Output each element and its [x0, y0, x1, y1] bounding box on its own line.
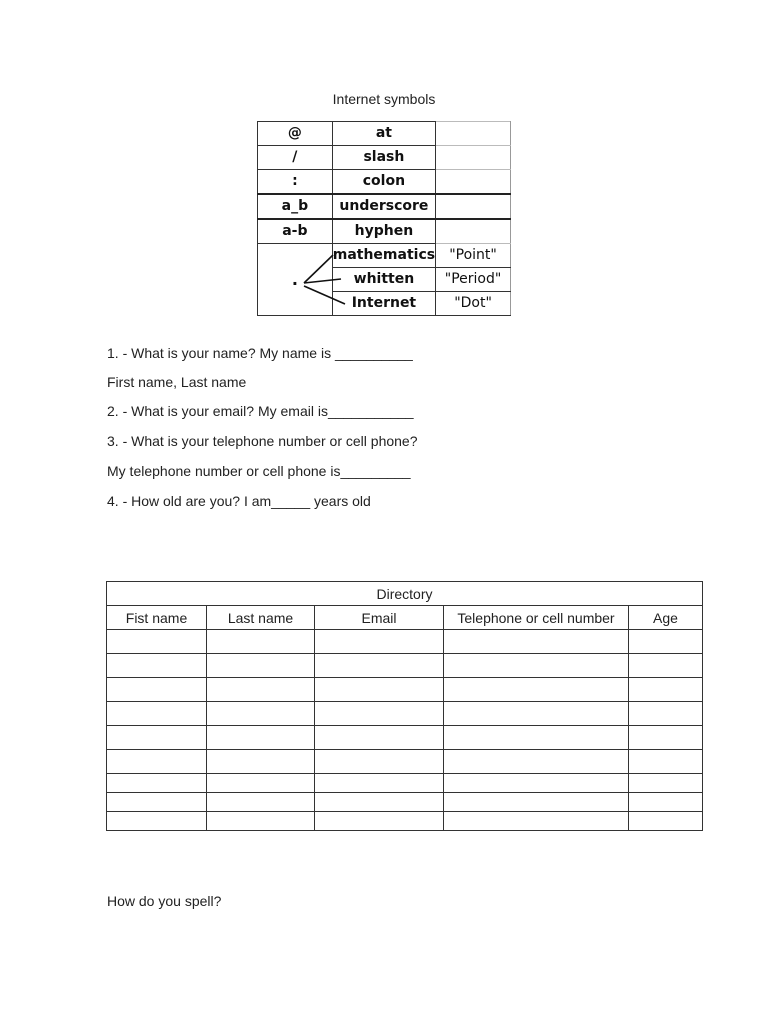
table-cell[interactable] — [207, 726, 315, 750]
connector-line — [304, 279, 341, 283]
table-cell[interactable] — [444, 812, 629, 831]
column-header-first-name: Fist name — [107, 606, 207, 630]
question-phone-answer: My telephone number or cell phone is_________ — [107, 463, 411, 479]
dot-connector-lines — [257, 121, 511, 317]
table-cell[interactable] — [444, 793, 629, 812]
table-row — [107, 750, 703, 774]
question-name: 1. - What is your name? My name is __________ — [107, 345, 413, 361]
symbol-cell: a_b — [258, 194, 333, 219]
table-cell[interactable] — [207, 750, 315, 774]
question-name-hint: First name, Last name — [107, 374, 247, 390]
table-cell[interactable] — [107, 654, 207, 678]
symbol-cell: @ — [258, 122, 333, 146]
directory-caption-row — [107, 582, 703, 606]
symbol-name-cell: hyphen — [332, 219, 435, 244]
dot-context-cell: mathematics — [332, 244, 435, 268]
table-cell[interactable] — [629, 654, 703, 678]
table-cell[interactable] — [444, 678, 629, 702]
column-header-email: Email — [315, 606, 444, 630]
dot-term-cell: "Point" — [436, 244, 511, 268]
page-title: Internet symbols — [332, 91, 436, 107]
table-cell[interactable] — [315, 630, 444, 654]
table-cell[interactable] — [107, 774, 207, 793]
table-cell[interactable] — [315, 678, 444, 702]
table-cell[interactable] — [444, 654, 629, 678]
table-cell[interactable] — [107, 678, 207, 702]
table-cell[interactable] — [207, 702, 315, 726]
table-cell[interactable] — [107, 630, 207, 654]
table-cell[interactable] — [315, 812, 444, 831]
table-cell[interactable] — [444, 630, 629, 654]
table-cell[interactable] — [629, 774, 703, 793]
table-cell[interactable] — [107, 812, 207, 831]
column-header-age: Age — [629, 606, 703, 630]
table-cell[interactable] — [315, 750, 444, 774]
table-cell[interactable] — [629, 726, 703, 750]
table-cell[interactable] — [207, 812, 315, 831]
table-cell[interactable] — [207, 774, 315, 793]
symbol-cell: : — [258, 170, 333, 195]
dot-term-cell: "Period" — [436, 268, 511, 292]
table-cell[interactable] — [207, 793, 315, 812]
table-cell[interactable] — [315, 702, 444, 726]
dot-context-cell: whitten — [332, 268, 435, 292]
symbol-name-cell: at — [332, 122, 435, 146]
question-email: 2. - What is your email? My email is___________ — [107, 403, 414, 419]
symbol-cell: / — [258, 146, 333, 170]
column-header-telephone: Telephone or cell number — [444, 606, 629, 630]
symbol-name-cell: colon — [332, 170, 435, 195]
column-header-last-name: Last name — [207, 606, 315, 630]
connector-line — [304, 255, 333, 283]
table-cell[interactable] — [107, 726, 207, 750]
table-row — [107, 793, 703, 812]
table-cell[interactable] — [107, 793, 207, 812]
connector-line — [304, 286, 345, 304]
directory-table — [106, 581, 703, 831]
dot-symbol-cell: . — [258, 244, 333, 316]
table-cell[interactable] — [315, 654, 444, 678]
table-cell[interactable] — [629, 678, 703, 702]
directory-header-row — [107, 606, 703, 630]
symbols-table-wrapper — [257, 121, 511, 317]
symbol-cell: a-b — [258, 219, 333, 244]
table-cell[interactable] — [629, 630, 703, 654]
table-cell[interactable] — [107, 702, 207, 726]
table-cell[interactable] — [444, 750, 629, 774]
table-cell[interactable] — [629, 702, 703, 726]
question-phone: 3. - What is your telephone number or cell phone? — [107, 433, 418, 449]
table-cell[interactable] — [444, 726, 629, 750]
table-cell[interactable] — [315, 726, 444, 750]
table-row — [107, 630, 703, 654]
table-row — [107, 812, 703, 831]
table-cell[interactable] — [444, 702, 629, 726]
table-row — [107, 654, 703, 678]
table-cell[interactable] — [207, 630, 315, 654]
symbol-name-cell: underscore — [332, 194, 435, 219]
symbol-name-cell: slash — [332, 146, 435, 170]
table-cell[interactable] — [629, 793, 703, 812]
question-age: 4. - How old are you? I am_____ years old — [107, 493, 371, 509]
table-row — [107, 774, 703, 793]
table-cell[interactable] — [629, 812, 703, 831]
table-cell[interactable] — [315, 793, 444, 812]
directory-caption: Directory — [107, 582, 703, 606]
table-cell[interactable] — [315, 774, 444, 793]
table-row — [107, 726, 703, 750]
dot-term-cell: "Dot" — [436, 292, 511, 316]
table-cell[interactable] — [207, 654, 315, 678]
footer-question: How do you spell? — [107, 893, 222, 909]
dot-context-cell: Internet — [332, 292, 435, 316]
table-row — [107, 702, 703, 726]
table-cell[interactable] — [107, 750, 207, 774]
table-row — [107, 678, 703, 702]
table-cell[interactable] — [444, 774, 629, 793]
table-cell[interactable] — [207, 678, 315, 702]
table-cell[interactable] — [629, 750, 703, 774]
